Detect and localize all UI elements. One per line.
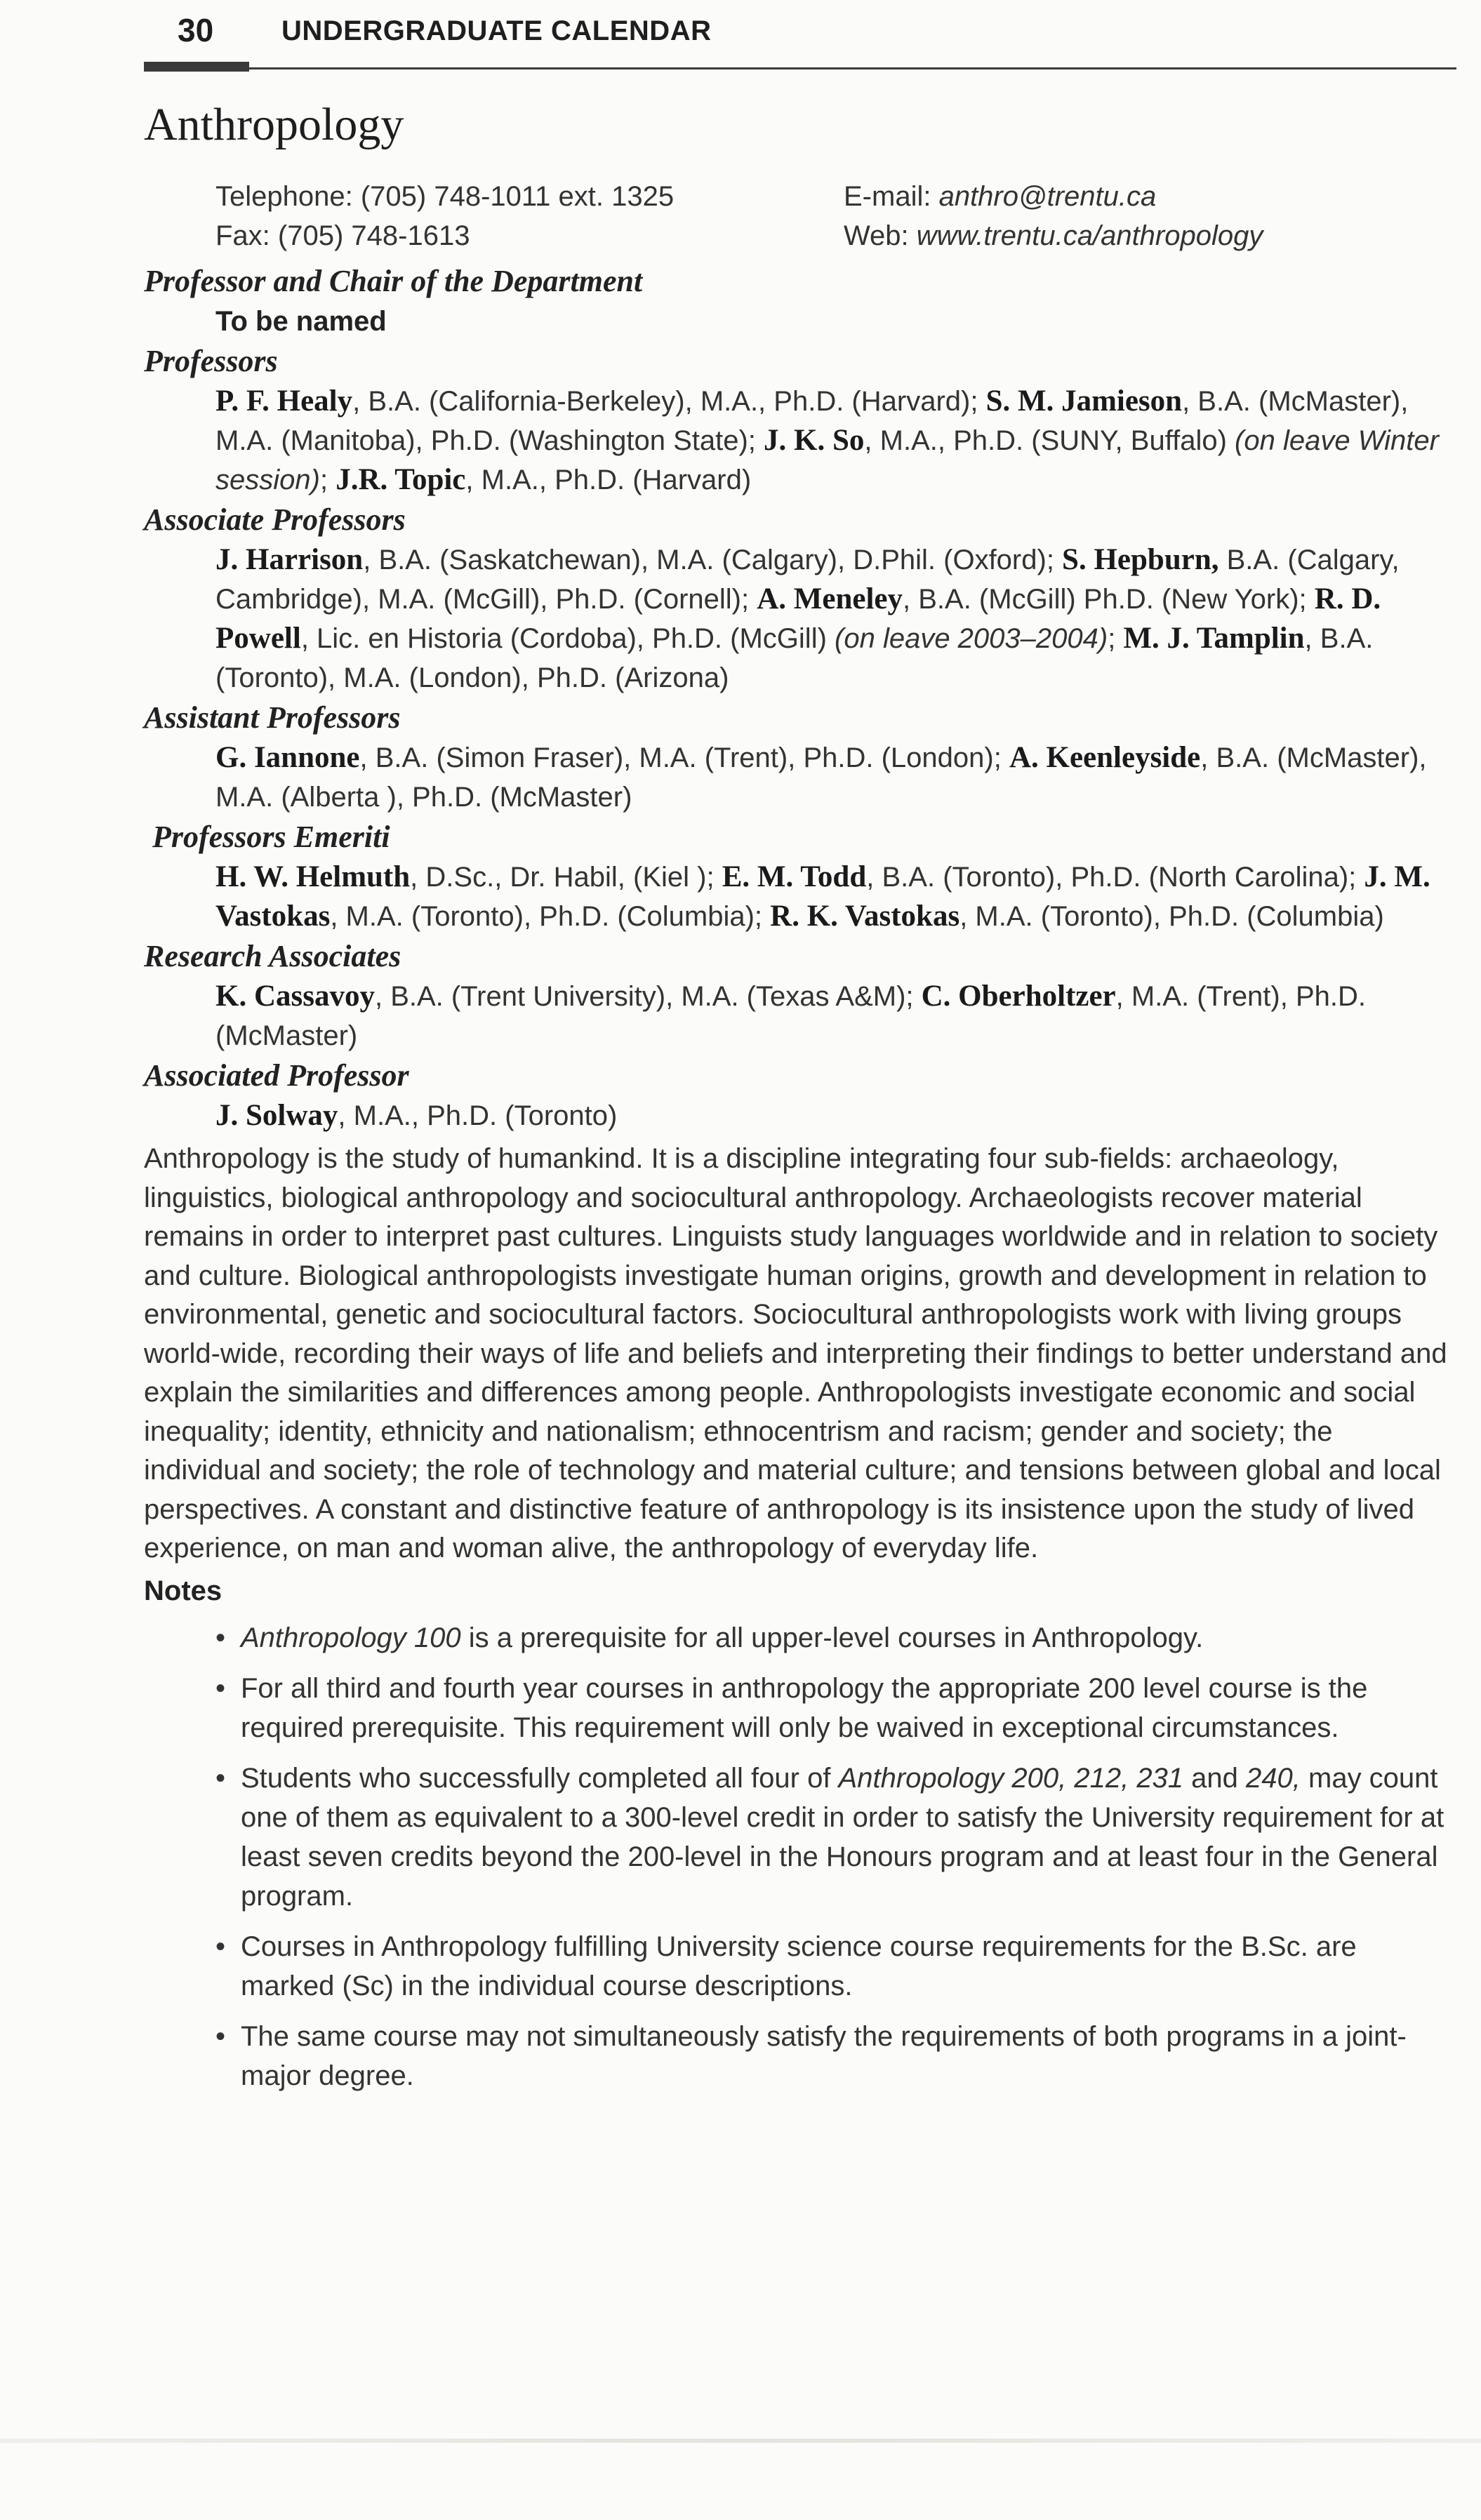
contact-info <box>215 177 1449 261</box>
associate-professors-heading: Associate Professors <box>144 502 406 537</box>
bullet-icon: • <box>215 2020 226 2052</box>
course-reference: Anthropology 200, 212, 231 <box>838 1762 1184 1794</box>
faculty-name: P. F. Healy <box>215 385 353 418</box>
web-line <box>844 216 1263 255</box>
running-title: UNDERGRADUATE CALENDAR <box>281 15 712 46</box>
note-text: The same course may not simultaneously satisfy the requirements of both programs in a joint-major degree. <box>241 2020 1407 2091</box>
chair-name-text: To be named <box>215 306 387 337</box>
faculty-name: A. Keenleyside <box>1009 741 1201 774</box>
faculty-credentials: , B.A. (Simon Fraser), M.A. (Trent), Ph.D. (London); <box>359 742 1009 773</box>
faculty-credentials: , B.A. (Toronto), Ph.D. (North Carolina); <box>866 862 1364 893</box>
faculty-name: J.R. Topic <box>336 463 466 496</box>
note-item <box>215 1927 1449 2006</box>
faculty-credentials: , M.A. (Toronto), Ph.D. (Columbia); <box>330 901 771 932</box>
notes-list <box>144 1618 1449 2095</box>
email-line <box>844 177 1263 216</box>
note-item <box>215 1669 1449 1747</box>
chair-heading: Professor and Chair of the Department <box>144 264 643 298</box>
faculty-name: J. M. Vastokas <box>215 860 1430 933</box>
assistant-professors-heading: Assistant Professors <box>144 700 401 735</box>
telephone: Telephone: (705) 748-1011 ext. 1325 <box>215 181 675 212</box>
faculty-name: J. Solway <box>215 1099 338 1132</box>
faculty-name: H. W. Helmuth <box>215 860 411 893</box>
note-text: and <box>1183 1762 1247 1794</box>
note-item <box>215 1618 1449 1658</box>
fax: Fax: (705) 748-1613 <box>215 220 470 251</box>
faculty-name: M. J. Tamplin <box>1123 622 1305 655</box>
department-description: Anthropology is the study of humankind. It is a discipline integrating four sub-fields: archaeology, linguistics, biological anthropology and sociocultural anthropology. Archaeologists recover material remains in order to interpret past cultures. Linguists study languages worldwide and in relation to society and culture. Biological anthropologists investigate human origins, growth and development in relation to environmental, genetic and sociocultural factors. Sociocultural anthropologists work with living groups world-wide, recording their ways of life and beliefs and interpreting their findings to better understand and explain the similarities and differences among people. Anthropologists investigate economic and social inequality; identity, ethnicity and nationalism; ethnocentrism and racism; gender and society; the individual and society; the role of technology and material culture; and tensions between global and local perspectives. A constant and distinctive feature of anthropology is its insistence upon the study of lived experience, on man and woman alive, the anthropology of everyday life. <box>144 1143 1447 1564</box>
bullet-icon: • <box>215 1622 226 1653</box>
faculty-credentials: , B.A. (Trent University), M.A. (Texas A&M); <box>374 981 922 1012</box>
note-item <box>215 2017 1449 2095</box>
notes-heading: Notes <box>144 1575 223 1606</box>
course-reference: Anthropology 100 <box>241 1622 461 1653</box>
note-text: is a prerequisite for all upper-level courses in Anthropology. <box>460 1622 1204 1653</box>
page-content <box>144 98 1449 2107</box>
web-label: Web: <box>844 220 917 251</box>
bullet-icon: • <box>215 1762 226 1794</box>
faculty-name: J. K. So <box>764 424 865 457</box>
faculty-credentials: , B.A. (McMaster), M.A. (Manitoba), Ph.D. (Washington State); <box>215 386 1409 456</box>
note-text: may count one of them as equivalent to a 300-level credit in order to satisfy the University requirement for at least seven credits beyond the 200-level in the Honours program and at least four in the General program. <box>241 1762 1445 1912</box>
note-text: Courses in Anthropology fulfilling University science course requirements for the B.Sc. are marked (Sc) in the individual course descriptions. <box>241 1931 1357 2001</box>
professors-list <box>215 382 1449 500</box>
note-text: For all third and fourth year courses in anthropology the appropriate 200 level course is the required prerequisite. This requirement will only be waived in exceptional circumstances. <box>241 1672 1368 1743</box>
contact-phone-fax <box>215 177 674 255</box>
emeriti-heading: Professors Emeriti <box>152 820 390 854</box>
faculty-name: S. Hepburn, <box>1062 543 1219 576</box>
associated-professor-heading: Associated Professor <box>144 1058 409 1093</box>
page-header <box>144 8 1456 73</box>
note-text: Students who successfully completed all four of <box>241 1762 839 1794</box>
email-link[interactable]: anthro@trentu.ca <box>938 181 1157 212</box>
faculty-credentials: , D.Sc., Dr. Habil, (Kiel ); <box>410 862 722 893</box>
faculty-name: C. Oberholtzer <box>921 980 1116 1013</box>
bullet-icon: • <box>215 1931 226 1962</box>
chair-name <box>215 302 1449 341</box>
faculty-credentials: , B.A. (McGill) Ph.D. (New York); <box>903 584 1315 615</box>
header-rule-accent <box>144 62 249 72</box>
note-item <box>215 1759 1449 1916</box>
faculty-name: R. K. Vastokas <box>770 900 960 933</box>
associated-professor-list <box>215 1096 1449 1135</box>
leave-note: (on leave Winter session) <box>215 425 1439 495</box>
faculty-name: R. D. Powell <box>215 582 1381 655</box>
faculty-name: E. M. Todd <box>722 860 867 893</box>
faculty-name: J. Harrison <box>215 543 364 576</box>
contact-email-web <box>844 177 1263 255</box>
faculty-credentials: , B.A. (California-Berkeley), M.A., Ph.D. (Harvard); <box>352 386 986 417</box>
faculty-credentials: , M.A., Ph.D. (Harvard) <box>465 465 752 495</box>
page-number: 30 <box>178 12 214 48</box>
email-label: E-mail: <box>844 181 939 212</box>
header-rule <box>249 67 1456 69</box>
course-reference: 240, <box>1246 1762 1301 1794</box>
research-associates-list <box>215 977 1449 1055</box>
faculty-name: A. Meneley <box>757 582 903 615</box>
faculty-name: G. Iannone <box>215 741 360 774</box>
separator: ; <box>319 465 336 495</box>
faculty-credentials: , B.A. (McMaster), M.A. (Alberta ), Ph.D. (McMaster) <box>215 742 1427 813</box>
scan-edge <box>0 2439 1481 2443</box>
assistant-professors-list <box>215 738 1449 817</box>
web-link[interactable]: www.trentu.ca/anthropology <box>916 220 1263 251</box>
faculty-credentials: , B.A. (Saskatchewan), M.A. (Calgary), D.Phil. (Oxford); <box>363 545 1063 575</box>
faculty-credentials: , B.A. (Toronto), M.A. (London), Ph.D. (Arizona) <box>215 623 1374 693</box>
faculty-credentials: , Lic. en Historia (Cordoba), Ph.D. (McGill) <box>300 623 835 654</box>
faculty-credentials: , M.A. (Trent), Ph.D. (McMaster) <box>215 981 1367 1051</box>
faculty-name: K. Cassavoy <box>215 980 375 1013</box>
bullet-icon: • <box>215 1672 226 1704</box>
professors-heading: Professors <box>144 344 278 378</box>
faculty-credentials: , M.A., Ph.D. (SUNY, Buffalo) <box>864 425 1235 456</box>
faculty-credentials: , M.A., Ph.D. (Toronto) <box>338 1100 618 1131</box>
research-associates-heading: Research Associates <box>144 939 401 973</box>
separator: ; <box>1108 623 1124 654</box>
emeriti-list <box>215 858 1449 936</box>
department-title: Anthropology <box>144 99 404 150</box>
faculty-credentials: B.A. (Calgary, Cambridge), M.A. (McGill), Ph.D. (Cornell); <box>215 545 1400 615</box>
faculty-credentials: , M.A. (Toronto), Ph.D. (Columbia) <box>959 901 1384 932</box>
associate-professors-list <box>215 540 1449 698</box>
faculty-name: S. M. Jamieson <box>985 385 1183 418</box>
leave-note: (on leave 2003–2004) <box>835 623 1108 654</box>
